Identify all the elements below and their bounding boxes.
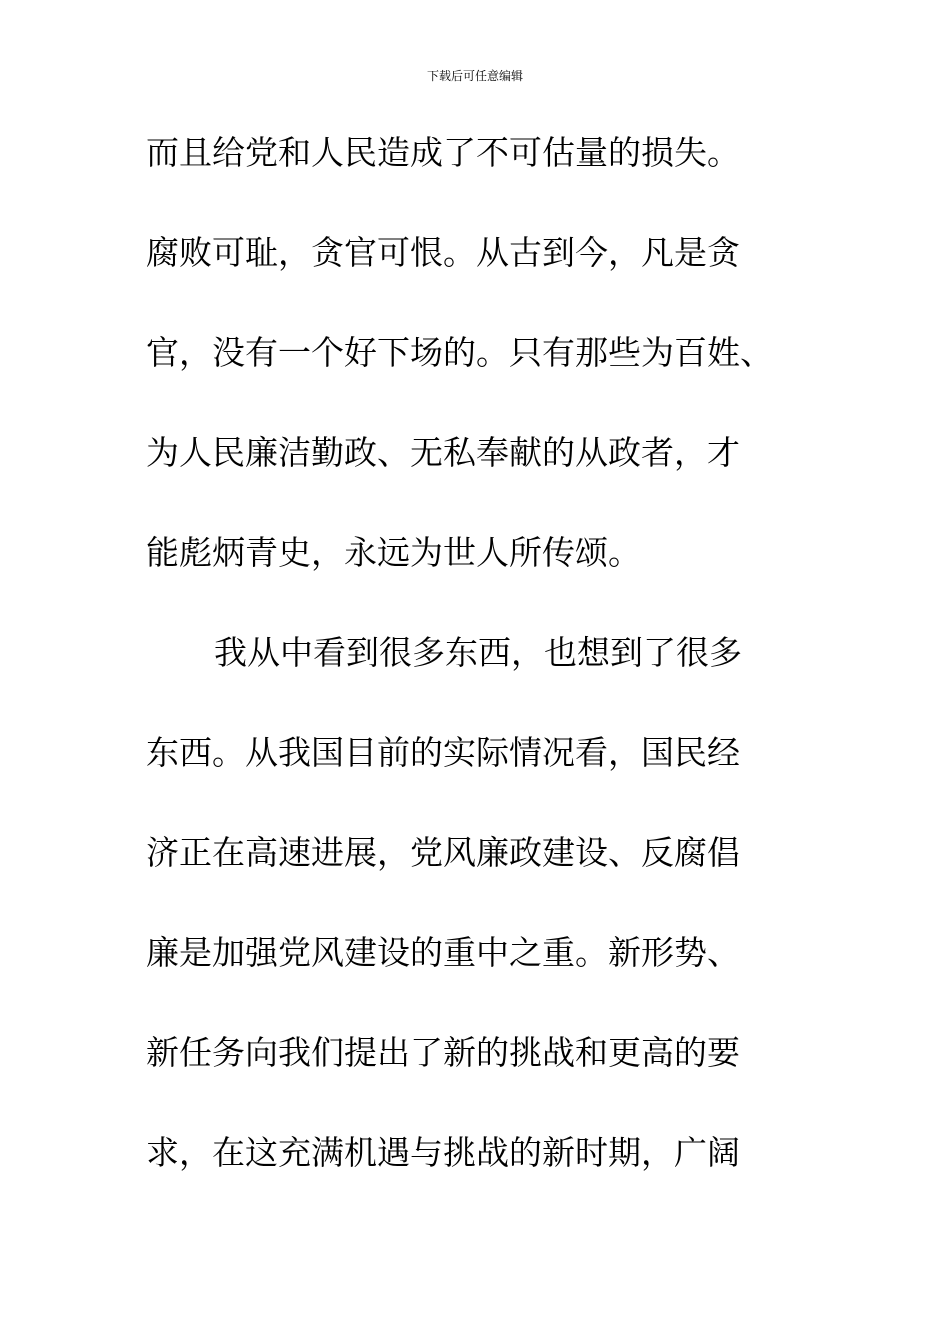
text-line: 新任务向我们提出了新的挑战和更高的要 bbox=[146, 1033, 740, 1072]
text-line: 东西。从我国目前的实际情况看，国民经 bbox=[146, 733, 740, 772]
text-line: 济正在高速进展，党风廉政建设、反腐倡 bbox=[146, 833, 740, 872]
text-line: 能彪炳青史，永远为世人所传颂。 bbox=[146, 533, 641, 572]
text-line: 廉是加强党风建设的重中之重。新形势、 bbox=[146, 933, 740, 972]
text-line: 官，没有一个好下场的。只有那些为百姓、 bbox=[146, 333, 773, 372]
text-line: 腐败可耻，贪官可恨。从古到今，凡是贪 bbox=[146, 233, 740, 272]
paragraph-start-line: 我从中看到很多东西，也想到了很多 bbox=[214, 633, 742, 672]
text-line: 为人民廉洁勤政、无私奉献的从政者，才 bbox=[146, 433, 740, 472]
page-header: 下载后可任意编辑 bbox=[426, 69, 523, 83]
body-text bbox=[146, 128, 826, 1228]
text-line: 求，在这充满机遇与挑战的新时期，广阔 bbox=[146, 1133, 740, 1172]
text-line: 而且给党和人民造成了不可估量的损失。 bbox=[146, 133, 740, 172]
